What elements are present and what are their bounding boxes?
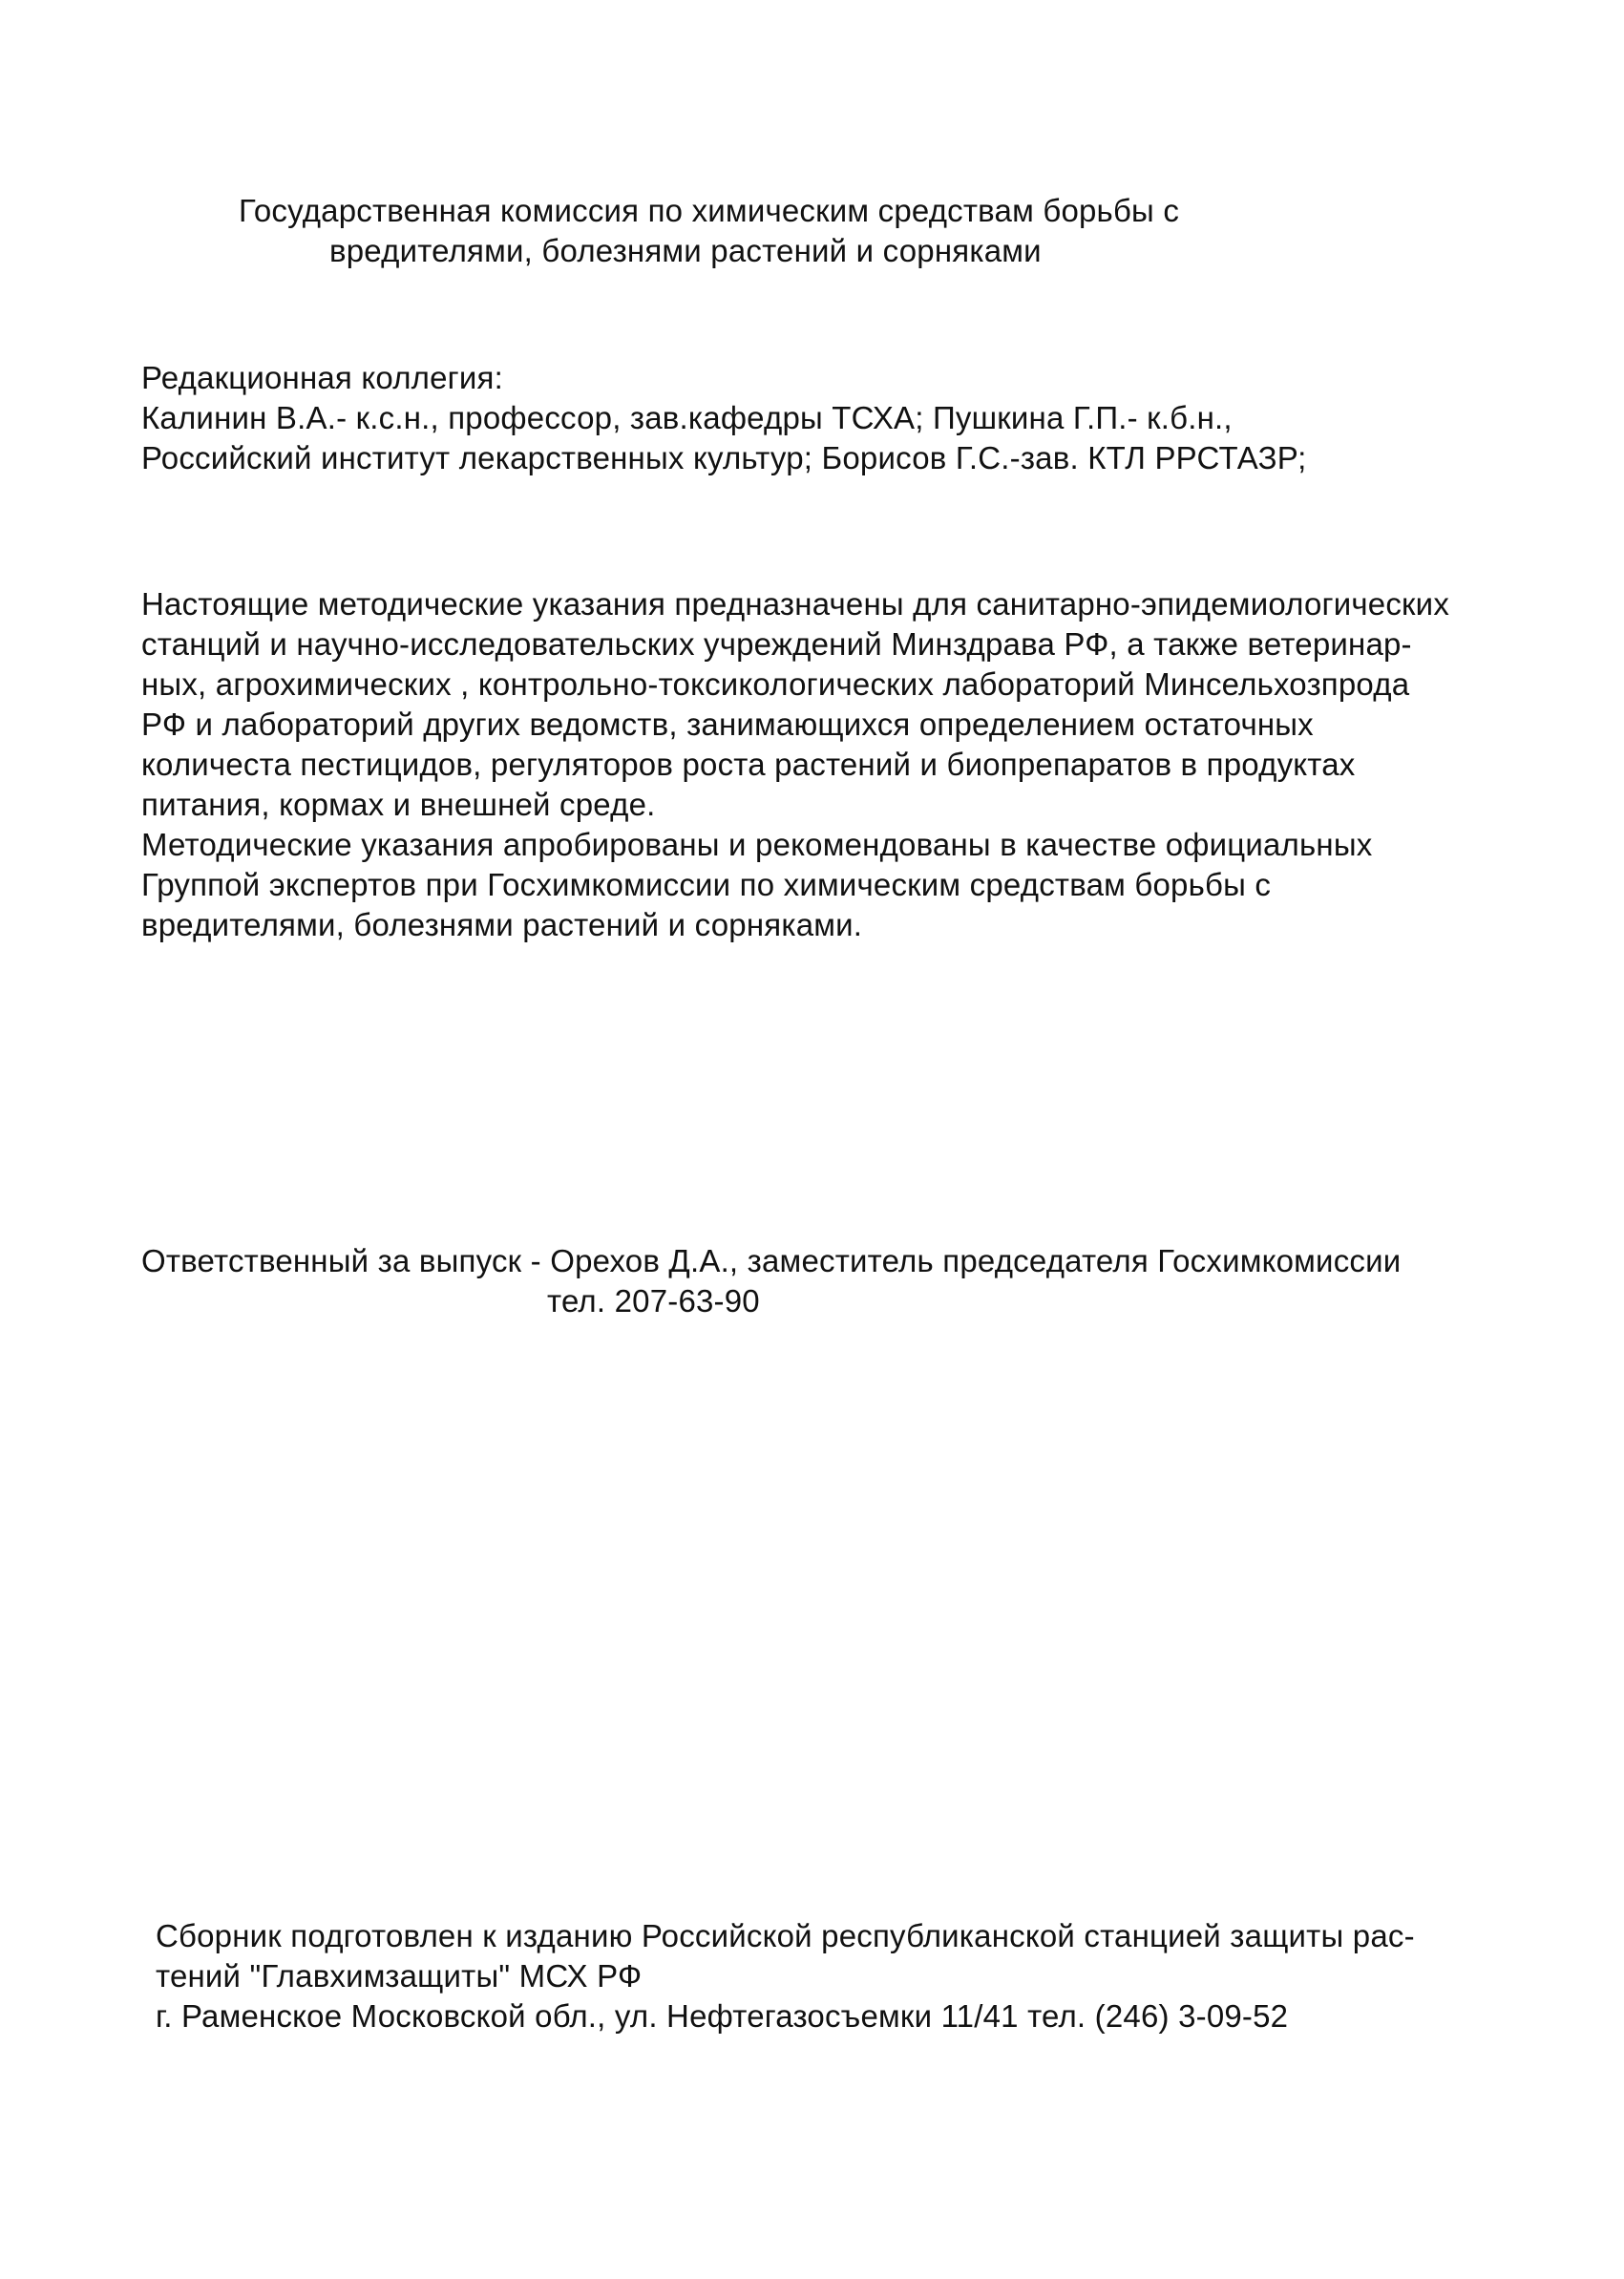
prepared-address: г. Раменское Московской обл., ул. Нефтегазосъемки 11/41 тел. (246) 3-09-52: [156, 1998, 1289, 2034]
purpose-line: вредителями, болезнями растений и сорняками.: [141, 907, 863, 942]
prepared-line-2: тений "Главхимзащиты" МСХ РФ: [156, 1958, 643, 1994]
purpose-line: количеста пестицидов, регуляторов роста растений и биопрепаратов в продуктах: [141, 747, 1356, 782]
editorial-board-title: Редакционная коллегия:: [141, 360, 503, 395]
purpose-line: РФ и лабораторий других ведомств, занимающихся определением остаточных: [141, 707, 1314, 742]
header-line-1: Государственная комиссия по химическим средствам борьбы с: [239, 193, 1180, 228]
purpose-line: питания, кормах и внешней среде.: [141, 787, 656, 822]
purpose-line: Настоящие методические указания предназначены для санитарно-эпидемиологических: [141, 586, 1450, 622]
purpose-line: Методические указания апробированы и рекомендованы в качестве официальных: [141, 827, 1373, 862]
header-line-2: вредителями, болезнями растений и сорняками: [329, 233, 1042, 268]
purpose-line: ных, агрохимических , контрольно-токсикологических лабораторий Минсельхозпрода: [141, 666, 1410, 702]
editorial-board: [141, 358, 1307, 478]
responsible-person: [141, 1241, 1401, 1321]
prepared-line-1: Сборник подготовлен к изданию Российской республиканской станцией защиты рас-: [156, 1918, 1415, 1953]
purpose-paragraph: [141, 584, 1449, 945]
prepared-by: [156, 1916, 1415, 2036]
editorial-board-line-1: Калинин В.А.- к.с.н., профессор, зав.кафедры ТСХА; Пушкина Г.П.- к.б.н.,: [141, 400, 1233, 435]
editorial-board-line-2: Российский институт лекарственных культур; Борисов Г.С.-зав. КТЛ РРСТАЗР;: [141, 440, 1307, 475]
responsible-phone: тел. 207-63-90: [547, 1283, 760, 1319]
responsible-line-1: Ответственный за выпуск - Орехов Д.А., заместитель председателя Госхимкомиссии: [141, 1243, 1402, 1278]
commission-header: [239, 191, 1179, 271]
purpose-line: Группой экспертов при Госхимкомиссии по химическим средствам борьбы с: [141, 867, 1272, 902]
purpose-line: станций и научно-исследовательских учреждений Минздрава РФ, а также ветеринар-: [141, 626, 1412, 662]
